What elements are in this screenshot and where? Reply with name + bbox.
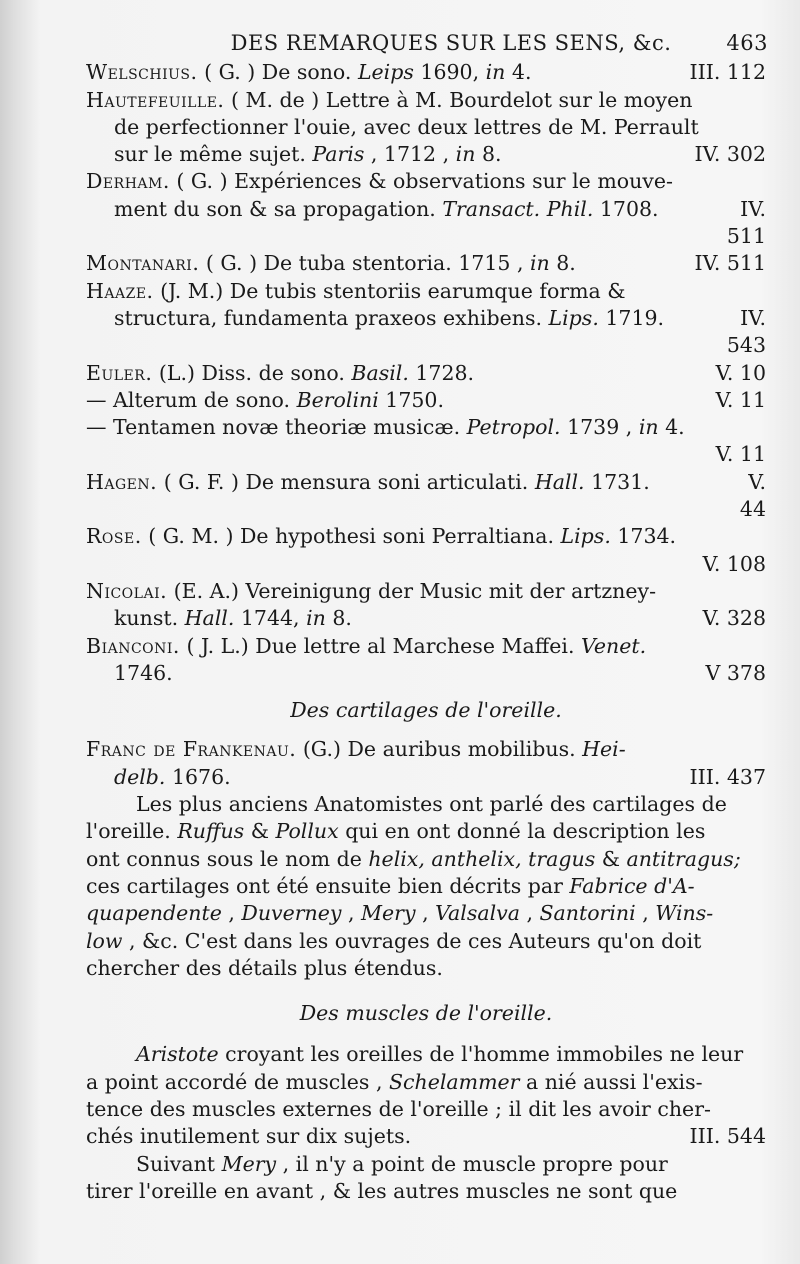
author-name: Hagen.	[86, 469, 158, 494]
entry-line: delb. 1676. III. 437	[86, 764, 766, 791]
entry-line: Franc de Frankenau. (G.) De auribus mobilibus. Hei-	[86, 737, 626, 762]
body-paragraph	[86, 791, 766, 982]
volume-reference: IV. 511	[694, 251, 766, 276]
page-number: 463	[726, 31, 768, 55]
section-heading-muscles: Des muscles de l'oreille.	[299, 1001, 553, 1026]
volume-reference: IV.	[740, 196, 766, 221]
volume-reference: III. 437	[689, 764, 766, 789]
page-reference: 543	[726, 333, 766, 358]
author-name: Welschius.	[86, 60, 198, 85]
entry-line: Derham. ( G. ) Expériences & observations sur le mouve-	[86, 169, 673, 194]
volume-reference: III. 112	[689, 60, 766, 85]
author-name: Euler.	[86, 360, 153, 385]
entry-line: Montanari. ( G. ) De tuba stentoria. 1715 , in 8. IV. 511	[86, 250, 766, 277]
paragraph-line: chercher des détails plus étendus.	[86, 955, 443, 980]
page-text	[86, 30, 766, 1205]
entry-line: de perfectionner l'ouie, avec deux lettres de M. Perrault	[114, 114, 699, 139]
volume-reference: IV. 302	[694, 142, 766, 167]
paragraph-line: ont connus sous le nom de helix, anthelix, tragus & antitragus;	[86, 846, 741, 871]
entry-line: Bianconi. ( J. L.) Due lettre al Marchese Maffei. Venet.	[86, 633, 647, 658]
entry-line	[86, 551, 766, 578]
entry-line: — Alterum de sono. Berolini 1750. V. 11	[86, 387, 766, 414]
body-paragraph	[86, 1041, 766, 1150]
entry-line: — Tentamen novæ theoriæ musicæ. Petropol. 1739 , in 4.	[86, 415, 685, 440]
author-name: Derham.	[86, 169, 170, 194]
author-name: Hautefeuille.	[86, 87, 225, 112]
bibliography-entry	[86, 59, 766, 86]
paragraph-line: l'oreille. Ruffus & Pollux qui en ont donné la description les	[86, 819, 706, 844]
bibliography-entry	[86, 168, 766, 250]
volume-reference: V. 11	[715, 387, 766, 412]
entry-line: Rose. ( G. M. ) De hypothesi soni Perraltiana. Lips. 1734.	[86, 524, 677, 549]
bibliography-entry	[86, 578, 766, 633]
bibliography-entry	[86, 736, 766, 791]
page-reference: 511	[726, 224, 766, 249]
volume-reference: V 378	[705, 660, 766, 685]
entry-line: 1746. V 378	[86, 660, 766, 687]
paragraph-line: Les plus anciens Anatomistes ont parlé des cartilages de	[136, 792, 727, 817]
volume-reference: V.	[748, 469, 766, 494]
bibliography-entry	[86, 278, 766, 360]
paragraph-line: ces cartilages ont été ensuite bien décrits par Fabrice d'A-	[86, 873, 695, 898]
running-head	[86, 30, 766, 57]
paragraph-line: tirer l'oreille en avant , & les autres muscles ne sont que	[86, 1178, 678, 1203]
entry-line: Hagen. ( G. F. ) De mensura soni articulati. Hall. 1731. V.	[86, 469, 766, 496]
body-paragraph	[86, 1151, 766, 1206]
volume-reference: V. 10	[715, 360, 766, 385]
author-name: Rose.	[86, 524, 142, 549]
bibliography-entry	[86, 523, 766, 578]
author-name: Nicolai.	[86, 578, 168, 603]
author-name: Bianconi.	[86, 633, 180, 658]
volume-reference: V. 11	[715, 442, 766, 467]
entry-line: Hautefeuille. ( M. de ) Lettre à M. Bourdelot sur le moyen	[86, 87, 693, 112]
bibliography-entry	[86, 633, 766, 688]
entry-line	[86, 441, 766, 468]
entry-line: structura, fundamenta praxeos exhibens. Lips. 1719. IV.	[86, 305, 766, 332]
paragraph-line: a point accordé de muscles , Schelammer a nié aussi l'exis-	[86, 1069, 703, 1094]
paragraph-line: chés inutilement sur dix sujets. III. 544	[86, 1123, 766, 1150]
author-name: Franc de Frankenau.	[86, 737, 297, 762]
bibliography-entry	[86, 250, 766, 277]
entry-line: Welschius. ( G. ) De sono. Leips 1690, in 4. III. 112	[86, 59, 766, 86]
entry-line: ment du son & sa propagation. Transact. Phil. 1708. IV.	[86, 196, 766, 223]
section-heading-cartilages: Des cartilages de l'oreille.	[290, 698, 562, 723]
paragraph-line: tence des muscles externes de l'oreille ; il dit les avoir cher-	[86, 1096, 711, 1121]
entry-line: sur le même sujet. Paris , 1712 , in 8. IV. 302	[86, 141, 766, 168]
author-name: Montanari.	[86, 251, 200, 276]
paragraph-line: quapendente , Duverney , Mery , Valsalva , Santorini , Wins-	[86, 901, 714, 926]
entry-line: Nicolai. (E. A.) Vereinigung der Music mit der artzney-	[86, 578, 657, 603]
paragraph-line: Suivant Mery , il n'y a point de muscle propre pour	[136, 1151, 668, 1176]
volume-reference: IV.	[740, 305, 766, 330]
entry-line	[86, 223, 766, 250]
entry-line	[86, 332, 766, 359]
paragraph-line: low , &c. C'est dans les ouvrages de ces Auteurs qu'on doit	[86, 928, 702, 953]
page-reference: 44	[739, 497, 766, 522]
volume-reference: V. 328	[702, 606, 766, 631]
author-name: Haaze.	[86, 278, 154, 303]
entry-line: Haaze. (J. M.) De tubis stentoriis earumque forma &	[86, 278, 626, 303]
volume-reference: III. 544	[689, 1124, 766, 1149]
volume-reference: V. 108	[702, 551, 766, 576]
entry-line: Euler. (L.) Diss. de sono. Basil. 1728. V. 10	[86, 360, 766, 387]
paragraph-line: Aristote croyant les oreilles de l'homme immobiles ne leur	[136, 1042, 744, 1067]
entry-line: kunst. Hall. 1744, in 8. V. 328	[86, 605, 766, 632]
bibliography-entry	[86, 469, 766, 524]
bibliography-entry	[86, 87, 766, 169]
bibliography-entry	[86, 360, 766, 469]
entry-line	[86, 496, 766, 523]
running-head-title: DES REMARQUES SUR LES SENS, &c.	[230, 31, 672, 55]
